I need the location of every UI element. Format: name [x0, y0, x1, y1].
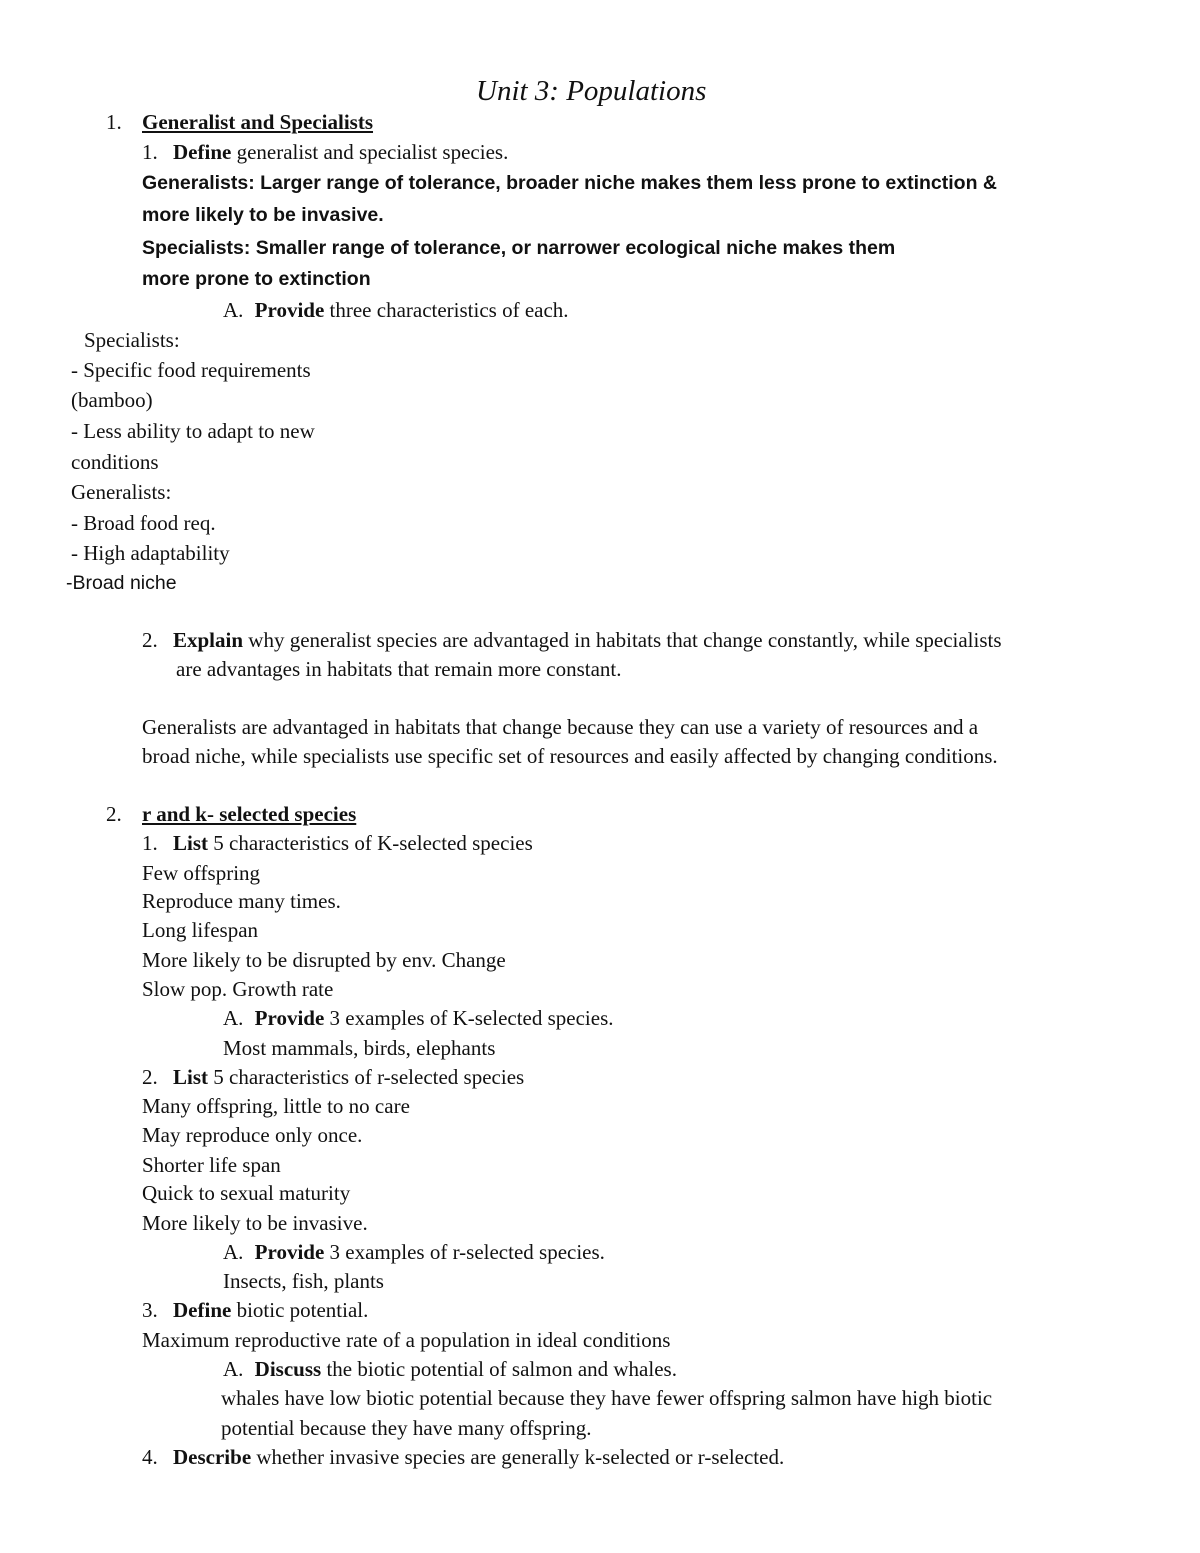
biotic-potential-definition: Maximum reproductive rate of a population in ideal conditions: [142, 1328, 671, 1352]
k-examples: Most mammals, birds, elephants: [223, 1036, 496, 1060]
generalist-definition-line-1: Generalists: Larger range of tolerance, broader niche makes them less prone to extinction &: [142, 172, 998, 194]
question-number: 2.: [142, 628, 158, 652]
r-characteristic: Shorter life span: [142, 1153, 281, 1177]
answer-line: - Less ability to adapt to new: [71, 419, 315, 443]
answer-line: - High adaptability: [71, 541, 230, 565]
question-1-2-line-2: are advantages in habitats that remain more constant.: [176, 657, 622, 681]
question-2-4: [142, 1444, 784, 1470]
sub-question-verb: Provide: [254, 1240, 325, 1264]
k-characteristic: Few offspring: [142, 861, 261, 885]
question-text: why generalist species are advantaged in habitats that change constantly, while specialists: [243, 628, 1002, 652]
answer-1-2-line-2: broad niche, while specialists use specific set of resources and easily affected by changing conditions.: [142, 744, 998, 768]
question-verb: Explain: [173, 628, 244, 652]
question-verb: List: [173, 831, 209, 855]
question-verb: List: [173, 1065, 209, 1089]
sub-question-letter: A.: [223, 1357, 244, 1381]
generalist-definition-line-2: more likely to be invasive.: [142, 204, 384, 226]
k-characteristic: Long lifespan: [142, 918, 259, 942]
sub-question-text: the biotic potential of salmon and whales.: [321, 1357, 677, 1381]
answer-line: Specialists:: [84, 328, 180, 352]
k-characteristic: More likely to be disrupted by env. Change: [142, 948, 506, 972]
question-2-3-a: [223, 1356, 677, 1382]
question-text: biotic potential.: [231, 1298, 369, 1322]
sub-question-letter: A.: [223, 1006, 244, 1030]
k-characteristic: Slow pop. Growth rate: [142, 977, 334, 1001]
k-characteristic: Reproduce many times.: [142, 889, 341, 913]
question-1-2: [142, 627, 1002, 653]
question-number: 4.: [142, 1445, 158, 1469]
question-verb: Describe: [173, 1445, 252, 1469]
question-2-2-a: [223, 1239, 605, 1265]
sub-question-letter: A.: [223, 298, 244, 322]
biotic-potential-answer-line-1: whales have low biotic potential because they have fewer offspring salmon have high biotic: [221, 1386, 993, 1410]
question-text: 5 characteristics of r-selected species: [208, 1065, 525, 1089]
answer-line: -Broad niche: [66, 572, 177, 594]
r-examples: Insects, fish, plants: [223, 1269, 384, 1293]
sub-question-letter: A.: [223, 1240, 244, 1264]
answer-line: Generalists:: [71, 480, 172, 504]
question-2-1: [142, 830, 533, 856]
r-characteristic: Quick to sexual maturity: [142, 1181, 351, 1205]
question-number: 1.: [142, 831, 158, 855]
specialist-definition-line-1: Specialists: Smaller range of tolerance, or narrower ecological niche makes them: [142, 237, 896, 259]
sub-question-verb: Discuss: [254, 1357, 322, 1381]
sub-question-text: 3 examples of K-selected species.: [324, 1006, 614, 1030]
section-1-number: 1.: [106, 110, 122, 134]
question-text: generalist and specialist species.: [231, 140, 509, 164]
question-1-1: [142, 139, 508, 165]
question-verb: Define: [173, 140, 232, 164]
answer-1-2-line-1: Generalists are advantaged in habitats that change because they can use a variety of resources and a: [142, 715, 979, 739]
question-2-1-a: [223, 1005, 614, 1031]
page-title: Unit 3: Populations: [476, 75, 707, 107]
sub-question-verb: Provide: [254, 298, 325, 322]
answer-line: (bamboo): [71, 388, 153, 412]
sub-question-verb: Provide: [254, 1006, 325, 1030]
question-verb: Define: [173, 1298, 232, 1322]
question-text: 5 characteristics of K-selected species: [208, 831, 533, 855]
section-2-heading: r and k- selected species: [142, 802, 357, 826]
question-1-1-a: [223, 297, 569, 323]
sub-question-text: 3 examples of r-selected species.: [324, 1240, 605, 1264]
specialist-definition-line-2: more prone to extinction: [142, 268, 371, 290]
question-number: 2.: [142, 1065, 158, 1089]
sub-question-text: three characteristics of each.: [324, 298, 569, 322]
question-number: 3.: [142, 1298, 158, 1322]
section-1-heading: Generalist and Specialists: [142, 110, 374, 134]
section-2-number: 2.: [106, 802, 122, 826]
answer-line: - Specific food requirements: [71, 358, 311, 382]
question-text: whether invasive species are generally k-selected or r-selected.: [251, 1445, 785, 1469]
answer-line: conditions: [71, 450, 159, 474]
question-2-2: [142, 1064, 524, 1090]
r-characteristic: May reproduce only once.: [142, 1123, 363, 1147]
r-characteristic: Many offspring, little to no care: [142, 1094, 410, 1118]
question-number: 1.: [142, 140, 158, 164]
answer-line: - Broad food req.: [71, 511, 216, 535]
question-2-3: [142, 1297, 368, 1323]
r-characteristic: More likely to be invasive.: [142, 1211, 368, 1235]
biotic-potential-answer-line-2: potential because they have many offspring.: [221, 1416, 592, 1440]
